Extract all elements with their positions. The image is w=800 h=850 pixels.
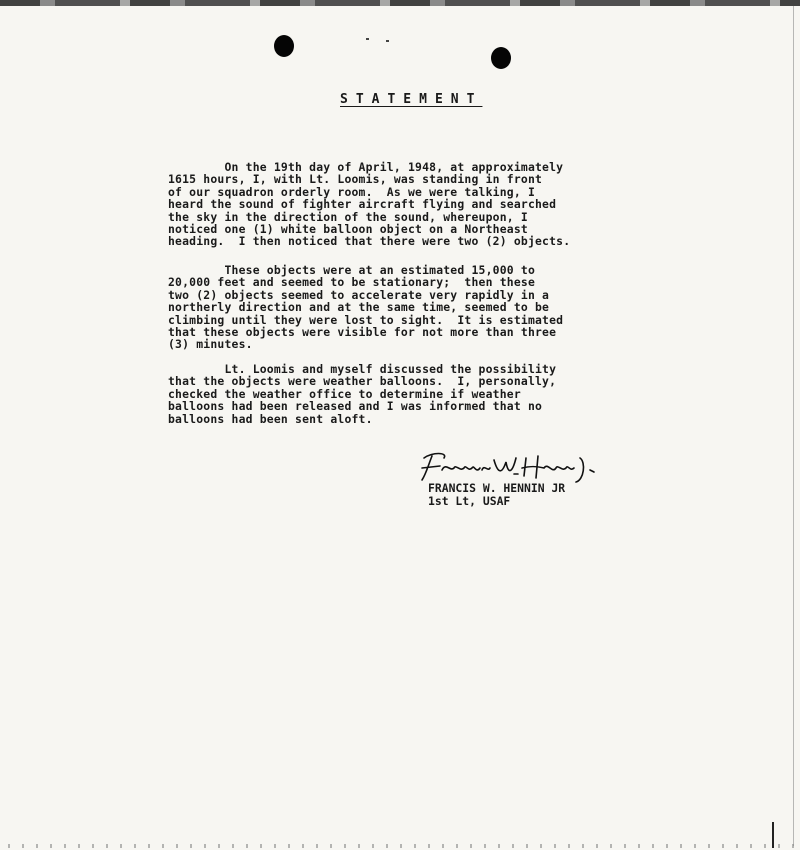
scan-edge-right xyxy=(793,6,794,846)
statement-paragraph-1: On the 19th day of April, 1948, at approximately 1615 hours, I, with Lt. Loomis, was standing in front of our squadron orderly room. As we were talking, I heard the sound of fighter aircraft flying and searched the sky in the direction of the sound, whereupon, I noticed one (1) white balloon object on a Northeast heading. I then noticed that there were two (2) objects. xyxy=(168,160,571,249)
statement-paragraph-3: Lt. Loomis and myself discussed the possibility that the objects were weather balloons. I, personally, checked the weather office to determine if weather balloons had been released and I was informed that no balloons had been sent aloft. xyxy=(168,362,557,426)
scan-speck xyxy=(386,40,389,42)
scan-speck xyxy=(366,38,369,40)
handwritten-signature xyxy=(418,448,608,484)
punch-hole-left xyxy=(274,35,294,57)
document-title: STATEMENT xyxy=(340,92,483,107)
signatory-rank: 1st Lt, USAF xyxy=(428,494,511,508)
scan-edge-bottom xyxy=(0,844,800,848)
scan-edge-top xyxy=(0,0,800,6)
statement-paragraph-2: These objects were at an estimated 15,000 to 20,000 feet and seemed to be stationary; then these two (2) objects seemed to accelerate very rapidly in a northerly direction and at the same time, seemed to be climbing until they were lost to sight. It is estimated that these objects were visible for not more than three (3) minutes. xyxy=(168,263,564,352)
scan-mark xyxy=(772,822,774,848)
typed-signature-name: FRANCIS W. HENNIN JR xyxy=(428,481,566,495)
punch-hole-right xyxy=(491,47,511,69)
